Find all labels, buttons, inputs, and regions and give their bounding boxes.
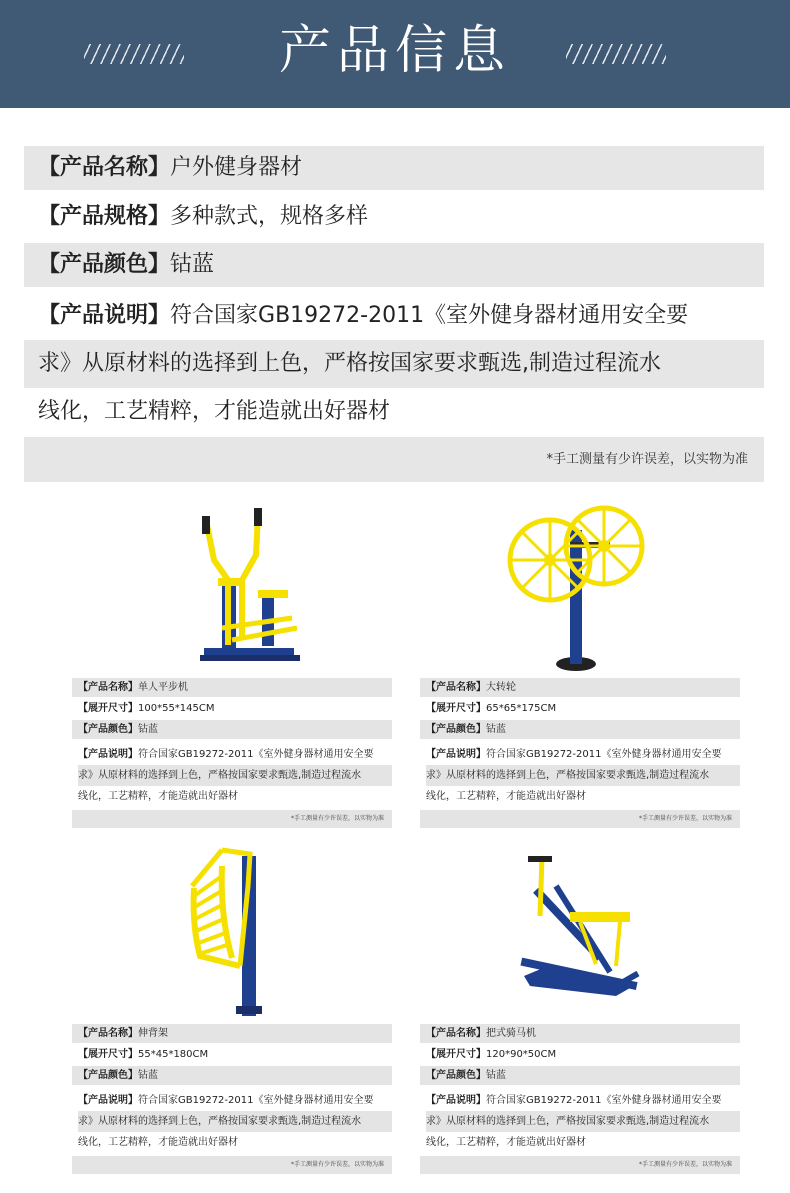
product-card-wheel bbox=[420, 500, 740, 828]
card-name-row bbox=[72, 678, 392, 697]
card-desc-line-2: 求》从原材料的选择到上色，严格按国家要求甄选,制造过程流水 bbox=[426, 1111, 740, 1132]
info-row-desc bbox=[24, 292, 764, 436]
card-name-value: 大转轮 bbox=[486, 682, 516, 693]
card-desc-line-2: 求》从原材料的选择到上色，严格按国家要求甄选,制造过程流水 bbox=[78, 1111, 392, 1132]
card-color-value: 钴蓝 bbox=[486, 724, 506, 735]
info-name-value: 户外健身器材 bbox=[170, 155, 303, 180]
card-desc-line-3: 线化，工艺精粹，才能造就出好器材 bbox=[426, 1137, 586, 1148]
card-desc-label: 【产品说明】 bbox=[426, 1095, 486, 1106]
card-size-label: 【展开尺寸】 bbox=[78, 1049, 138, 1060]
info-spec-value: 多种款式，规格多样 bbox=[170, 204, 369, 229]
card-size-row bbox=[420, 1045, 740, 1064]
page-header bbox=[0, 0, 790, 108]
info-desc-line-3 bbox=[24, 388, 764, 436]
info-desc-text-1: 符合国家GB19272-2011《室外健身器材通用安全要 bbox=[170, 303, 689, 328]
card-desc-line-2: 求》从原材料的选择到上色，严格按国家要求甄选,制造过程流水 bbox=[78, 765, 392, 786]
card-size-label: 【展开尺寸】 bbox=[426, 703, 486, 714]
back-stretcher-icon bbox=[72, 846, 392, 1026]
card-color-row bbox=[72, 720, 392, 739]
info-row-name bbox=[24, 146, 764, 190]
card-desc-label: 【产品说明】 bbox=[426, 749, 486, 760]
card-color-value: 钴蓝 bbox=[486, 1070, 506, 1081]
card-desc bbox=[420, 744, 740, 806]
card-name-label: 【产品名称】 bbox=[426, 1028, 486, 1039]
info-spec-label: 【产品规格】 bbox=[38, 204, 171, 229]
card-desc-line-3: 线化，工艺精粹，才能造就出好器材 bbox=[426, 791, 586, 802]
card-name-row bbox=[420, 678, 740, 697]
big-wheel-icon bbox=[420, 500, 740, 680]
page-title: 产品信息 bbox=[278, 21, 511, 81]
info-desc-line-1 bbox=[24, 292, 764, 340]
card-desc-line-1 bbox=[426, 744, 740, 765]
card-desc-text-1: 符合国家GB19272-2011《室外健身器材通用安全要 bbox=[486, 749, 722, 760]
product-info-block bbox=[24, 146, 764, 482]
card-name-value: 把式骑马机 bbox=[486, 1028, 536, 1039]
product-card-back-stretcher bbox=[72, 846, 392, 1174]
card-note: *手工测量有少许误差，以实物为准 bbox=[72, 1156, 392, 1174]
elliptical-walker-icon bbox=[72, 500, 392, 680]
card-color-value: 钴蓝 bbox=[138, 1070, 158, 1081]
card-desc-line-3: 线化，工艺精粹，才能造就出好器材 bbox=[78, 791, 238, 802]
card-size-value: 100*55*145CM bbox=[138, 703, 215, 714]
card-color-label: 【产品颜色】 bbox=[426, 724, 486, 735]
card-name-label: 【产品名称】 bbox=[426, 682, 486, 693]
card-desc-text-1: 符合国家GB19272-2011《室外健身器材通用安全要 bbox=[138, 749, 374, 760]
card-note: *手工测量有少许误差，以实物为准 bbox=[72, 810, 392, 828]
card-color-label: 【产品颜色】 bbox=[78, 1070, 138, 1081]
info-note: *手工测量有少许误差，以实物为准 bbox=[24, 437, 764, 482]
card-desc bbox=[72, 1090, 392, 1152]
card-note: *手工测量有少许误差，以实物为准 bbox=[420, 1156, 740, 1174]
info-desc-text-2: 求》从原材料的选择到上色，严格按国家要求甄选,制造过程流水 bbox=[38, 351, 661, 376]
card-color-value: 钴蓝 bbox=[138, 724, 158, 735]
card-desc-line-1 bbox=[426, 1090, 740, 1111]
info-desc-text-3: 线化，工艺精粹，才能造就出好器材 bbox=[38, 399, 391, 424]
card-desc-label: 【产品说明】 bbox=[78, 1095, 138, 1106]
card-size-value: 120*90*50CM bbox=[486, 1049, 557, 1060]
info-row-color bbox=[24, 243, 764, 287]
card-desc-label: 【产品说明】 bbox=[78, 749, 138, 760]
card-color-label: 【产品颜色】 bbox=[78, 724, 138, 735]
card-color-row bbox=[420, 1066, 740, 1085]
info-row-spec bbox=[24, 195, 764, 239]
card-desc bbox=[420, 1090, 740, 1152]
card-desc-line-2: 求》从原材料的选择到上色，严格按国家要求甄选,制造过程流水 bbox=[426, 765, 740, 786]
card-size-value: 55*45*180CM bbox=[138, 1049, 209, 1060]
card-color-row bbox=[420, 720, 740, 739]
card-name-row bbox=[72, 1024, 392, 1043]
horse-rider-icon bbox=[420, 846, 740, 1026]
header-hatch-right bbox=[566, 44, 666, 64]
card-size-row bbox=[72, 1045, 392, 1064]
product-card-horse-rider bbox=[420, 846, 740, 1174]
card-desc-text-1: 符合国家GB19272-2011《室外健身器材通用安全要 bbox=[486, 1095, 722, 1106]
card-color-row bbox=[72, 1066, 392, 1085]
card-size-value: 65*65*175CM bbox=[486, 703, 557, 714]
card-size-label: 【展开尺寸】 bbox=[78, 703, 138, 714]
info-name-label: 【产品名称】 bbox=[38, 155, 171, 180]
info-color-label: 【产品颜色】 bbox=[38, 252, 171, 277]
card-desc-line-1 bbox=[78, 1090, 392, 1111]
card-desc bbox=[72, 744, 392, 806]
card-name-value: 单人平步机 bbox=[138, 682, 188, 693]
card-name-label: 【产品名称】 bbox=[78, 682, 138, 693]
info-desc-line-2 bbox=[24, 340, 764, 388]
product-card-walker bbox=[72, 500, 392, 828]
card-desc-line-1 bbox=[78, 744, 392, 765]
card-color-label: 【产品颜色】 bbox=[426, 1070, 486, 1081]
info-color-value: 钴蓝 bbox=[170, 252, 215, 277]
card-note: *手工测量有少许误差，以实物为准 bbox=[420, 810, 740, 828]
info-desc-label: 【产品说明】 bbox=[38, 303, 171, 328]
card-name-row bbox=[420, 1024, 740, 1043]
card-desc-text-1: 符合国家GB19272-2011《室外健身器材通用安全要 bbox=[138, 1095, 374, 1106]
card-size-label: 【展开尺寸】 bbox=[426, 1049, 486, 1060]
card-size-row bbox=[72, 699, 392, 718]
card-size-row bbox=[420, 699, 740, 718]
card-name-value: 伸背架 bbox=[138, 1028, 168, 1039]
card-name-label: 【产品名称】 bbox=[78, 1028, 138, 1039]
card-desc-line-3: 线化，工艺精粹，才能造就出好器材 bbox=[78, 1137, 238, 1148]
